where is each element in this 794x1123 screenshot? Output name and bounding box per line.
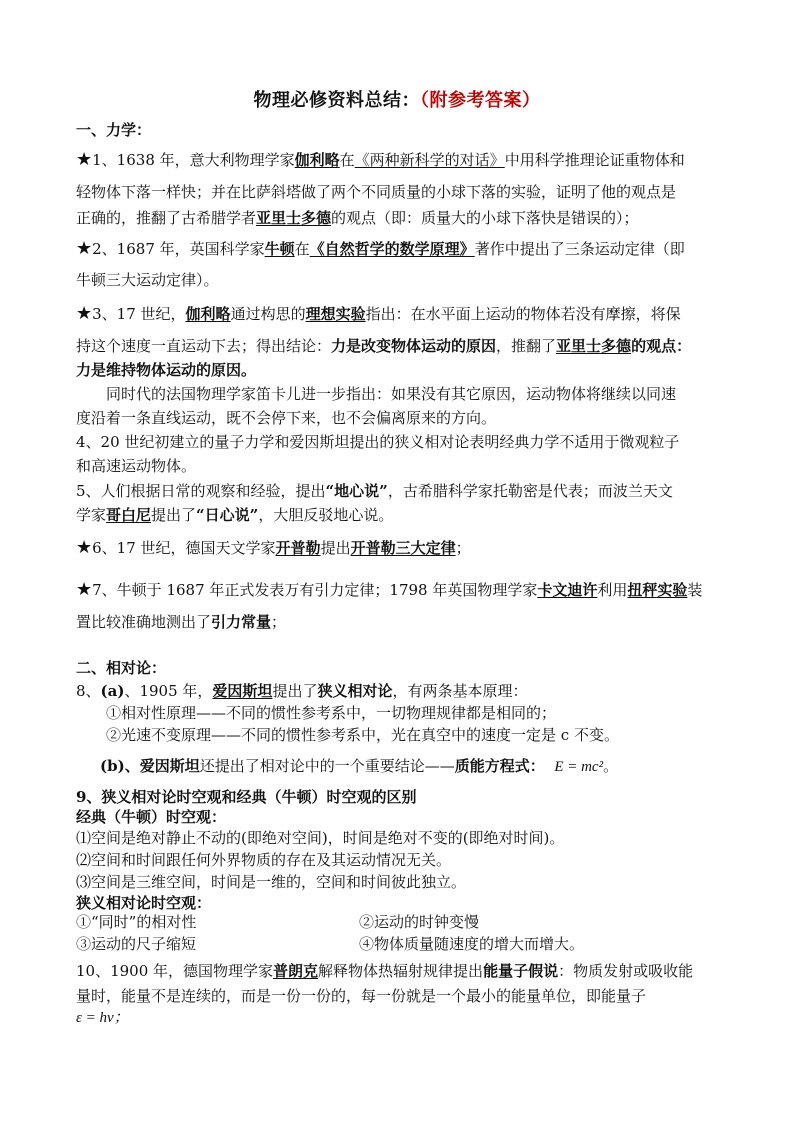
item-3-line-4: 同时代的法国物理学家笛卡儿进一步指出：如果没有其它原因，运动物体将继续以同速 xyxy=(106,385,677,403)
item-8-line-1: 8、(a)、1905 年，爱因斯坦提出了狭义相对论，有两条基本原理： xyxy=(76,682,528,700)
name-kepler: 开普勒 xyxy=(275,539,321,557)
kepler-laws: 开普勒三大定律 xyxy=(350,539,456,557)
item-7-line-2: 置比较准确地测出了引力常量； xyxy=(76,613,287,631)
section-mechanics-heading: 一、力学： xyxy=(76,121,152,139)
relativistic-spacetime-title: 狭义相对论时空观： xyxy=(76,894,212,912)
item-3-line-1: ★3、17 世纪，伽利略通过构思的理想实验指出：在水平面上运动的物体若没有摩擦，将保 xyxy=(76,303,681,324)
classical-point-1: ⑴空间是绝对静止不动的(即绝对空间)，时间是绝对不变的(即绝对时间)。 xyxy=(76,829,565,847)
item-10-line-1: 10、1900 年，德国物理学家普朗克解释物体热辐射规律提出能量子假说：物质发射或吸收能 xyxy=(76,962,694,980)
heliocentric-theory: “日心说” xyxy=(196,506,259,524)
section-relativity-heading: 二、相对论： xyxy=(76,659,167,677)
gravitational-constant: 引力常量 xyxy=(211,613,272,631)
time-dilation: ②运动的时钟变慢 xyxy=(359,913,480,931)
item-2-line-1: ★2、1687 年，英国科学家牛顿在《自然哲学的数学原理》著作中提出了三条运动定律（即 xyxy=(76,238,685,259)
title-main: 物理必修资料总结： xyxy=(253,90,420,111)
energy-quantum-formula: ε = hν； xyxy=(76,1010,129,1026)
page-title xyxy=(0,86,794,112)
item-1-line-2: 轻物体下落一样快；并在比萨斜塔做了两个不同质量的小球下落的实验，证明了他的观点是 xyxy=(76,183,677,201)
item-3-line-3: 力是维持物体运动的原因。 xyxy=(76,361,257,379)
title-answer-note: （附参考答案） xyxy=(420,90,541,111)
ideal-experiment: 理想实验 xyxy=(305,305,366,323)
relativity-of-simultaneity: ①“同时”的相对性 xyxy=(76,913,197,931)
item-4-line-1: 4、20 世纪初建立的量子力学和爱因斯坦提出的狭义相对论表明经典力学不适用于微观粒子 xyxy=(76,433,680,451)
energy-quantum-hypothesis: 能量子假说 xyxy=(483,962,559,980)
item-6-line-1: ★6、17 世纪，德国天文学家开普勒提出开普勒三大定律； xyxy=(76,537,471,558)
book-two-new-sciences: 《两种新科学的对话》 xyxy=(354,151,505,169)
item-1-line-1: ★1、1638 年，意大利物理学家伽利略在《两种新科学的对话》中用科学推理论证重物体和 xyxy=(76,149,685,170)
length-contraction: ③运动的尺子缩短 xyxy=(76,935,197,953)
star-icon: ★ xyxy=(76,238,93,259)
classical-spacetime-title: 经典（牛顿）时空观： xyxy=(76,808,227,826)
item-2-line-2: 牛顿三大运动定律）。 xyxy=(76,271,219,289)
name-newton: 牛顿 xyxy=(264,240,295,258)
item-3-line-2: 持这个速度一直运动下去；得出结论：力是改变物体运动的原因，推翻了亚里士多德的观点： xyxy=(76,337,692,355)
name-cavendish: 卡文迪许 xyxy=(537,581,598,599)
classical-point-2: ⑵空间和时间跟任何外界物质的存在及其运动情况无关。 xyxy=(76,851,452,869)
item-3-line-5: 度沿着一条直线运动，既不会停下来，也不会偏离原来的方向。 xyxy=(76,409,497,427)
mass-increase: ④物体质量随速度的增大而增大。 xyxy=(359,935,585,953)
mass-energy-equation: E = mc² xyxy=(554,759,604,775)
classical-point-3: ⑶空间是三维空间，时间是一维的，空间和时间彼此独立。 xyxy=(76,873,467,891)
relativistic-points-row-2 xyxy=(76,934,585,954)
name-galileo: 伽利略 xyxy=(294,151,340,169)
name-aristotle: 亚里士多德 xyxy=(556,337,632,355)
star-icon: ★ xyxy=(76,303,93,324)
item-10-line-2: 量时，能量不是连续的，而是一份一份的，每一份就是一个最小的能量单位，即能量子 xyxy=(76,987,647,1005)
item-8-line-b: (b)、爱因斯坦还提出了相对论中的一个重要结论——质能方程式： E = mc²。 xyxy=(100,757,619,775)
star-icon: ★ xyxy=(76,579,93,600)
relativistic-points-row-1 xyxy=(76,912,480,932)
item-1-line-3: 正确的，推翻了古希腊学者亚里士多德的观点（即：质量大的小球下落快是错误的）； xyxy=(76,209,639,227)
name-galileo: 伽利略 xyxy=(185,305,231,323)
name-planck: 普朗克 xyxy=(273,962,319,980)
special-relativity: 狭义相对论 xyxy=(317,682,393,700)
name-copernicus: 哥白尼 xyxy=(106,506,152,524)
item-5-line-2: 学家哥白尼提出了“日心说”，大胆反驳地心说。 xyxy=(76,506,394,524)
mass-energy-equation-label: 质能方程式 xyxy=(454,757,530,775)
item-4-line-2: 和高速运动物体。 xyxy=(76,457,197,475)
name-aristotle: 亚里士多德 xyxy=(256,209,332,227)
torsion-balance-experiment: 扭秤实验 xyxy=(627,581,688,599)
name-einstein: 爱因斯坦 xyxy=(212,682,273,700)
item-7-line-1: ★7、牛顿于 1687 年正式发表万有引力定律；1798 年英国物理学家卡文迪许利用扭秤实验装 xyxy=(76,579,703,600)
book-principia: 《自然哲学的数学原理》 xyxy=(309,240,475,258)
item-9-heading: 9、狭义相对论时空观和经典（牛顿）时空观的区别 xyxy=(76,788,417,806)
principle-relativity: ①相对性原理——不同的惯性参考系中，一切物理规律都是相同的； xyxy=(106,704,557,722)
principle-light-speed: ②光速不变原理——不同的惯性参考系中，光在真空中的速度一定是 c 不变。 xyxy=(106,726,619,744)
star-icon: ★ xyxy=(76,537,93,558)
name-einstein: 爱因斯坦 xyxy=(139,757,200,775)
geocentric-theory: “地心说” xyxy=(325,482,388,500)
star-icon: ★ xyxy=(76,149,93,170)
item-5-line-1: 5、人们根据日常的观察和经验，提出“地心说”，古希腊科学家托勒密是代表；而波兰天文 xyxy=(76,482,673,500)
